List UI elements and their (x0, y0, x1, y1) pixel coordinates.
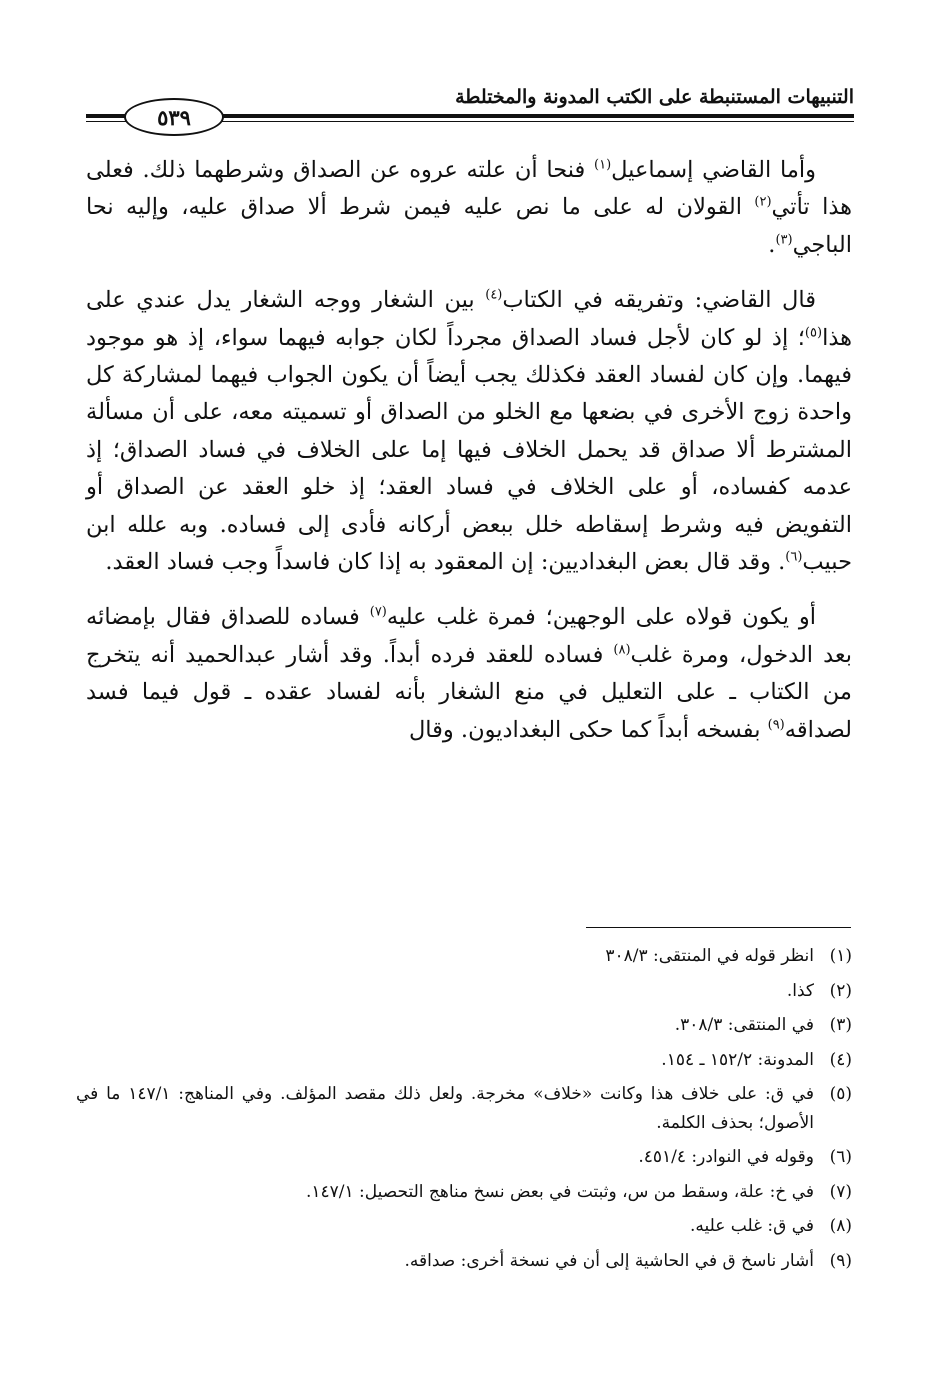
footnote-reference[interactable]: (٨) (613, 642, 631, 658)
footnote-reference[interactable]: (٤) (485, 287, 503, 303)
footnote-separator (586, 927, 851, 928)
footnote-text: في ق: غلب عليه. (689, 1216, 814, 1236)
footnote-text: المدونة: ١٥٢/٢ ـ ١٥٤. (661, 1049, 814, 1070)
paragraph-text: القولان له على ما نص عليه فيمن شرط ألا صداق عليه، وإليه نحا الباجي (86, 194, 852, 258)
paragraph (86, 282, 852, 581)
running-header (86, 78, 854, 128)
paragraph-text: ؛ إذ لو كان لأجل فساد الصداق مجرداً لكان جوابه فيهما سواء، إذ هو موجود فيهما. وإن كان لفساد العقد فكذلك يجب أيضاً أن يكون الجواب فيهما لمشاركة كل واحدة زوج الأخرى في بضعها مع الخلو من الصداق أو تسميته معه، على أن مسألة المشترط ألا صداق قد يحمل الخلاف فيها إما على الخلاف في فساد الصداق؛ إذ عدمه كفساده، أو على الخلاف في فساد العقد؛ إذ خلو العقد عن الصداق أو التفويض فيه وشرط إسقاطه خلل ببعض أركانه فأدى إلى فساده. وبه علله ابن حبيب (86, 324, 852, 576)
page-number: ٥٣٩ (157, 104, 191, 130)
footnote (76, 1143, 852, 1172)
paragraph (86, 599, 852, 749)
footnote-reference[interactable]: (٩) (767, 717, 785, 733)
paragraph-text: وأما القاضي إسماعيل (611, 157, 816, 183)
footnotes (76, 942, 852, 1281)
footnote-number: (٨) (829, 1216, 852, 1236)
footnote-text: في ق: على خلاف هذا وكانت «خلاف» مخرجة. ولعل ذلك مقصد المؤلف. وفي المناهج: ١٤٧/١ ما في الأصول؛ بحذف الكلمة. (76, 1084, 815, 1133)
footnote-number: (٩) (829, 1250, 852, 1271)
footnote-number: (١) (829, 946, 852, 966)
paragraph-text: قال القاضي: وتفريقه في الكتاب (502, 287, 816, 314)
paragraph-text: بين الشغار ووجه الشغار يدل عندي على هذا (86, 287, 852, 351)
footnote-reference[interactable]: (٥) (804, 325, 823, 341)
paragraph-text: فنحا أن علته عروه عن الصداق وشرطهما ذلك. فعلى هذا تأتي (86, 157, 852, 221)
footnote-reference[interactable]: (٢) (754, 194, 772, 210)
footnote-text: وقوله في النوادر: ٤٥١/٤. (638, 1147, 814, 1167)
footnote-text: في خ: علة، وسقط من س، وثبتت في بعض نسخ مناهج التحصيل: ١٤٧/١. (305, 1181, 814, 1202)
footnote-reference[interactable]: (٦) (785, 549, 803, 565)
footnote-reference[interactable]: (٣) (775, 232, 793, 248)
footnote-number: (٢) (829, 980, 852, 1001)
footnote-number: (٣) (829, 1015, 852, 1035)
paragraph-text: فساده للصداق فقال بإمضائه بعد الدخول، ومرة غلب (86, 604, 852, 668)
footnote (76, 1080, 852, 1137)
footnote (76, 942, 852, 971)
main-text (86, 152, 852, 767)
footnote (76, 977, 852, 1006)
footnote-number: (٤) (829, 1049, 852, 1070)
footnote-reference[interactable]: (١) (594, 157, 612, 173)
footnote-number: (٧) (829, 1181, 852, 1202)
paragraph-text: أو يكون قولاه على الوجهين؛ فمرة غلب عليه (386, 604, 816, 631)
paragraph (86, 152, 852, 264)
footnote (76, 1212, 852, 1241)
footnote-number: (٦) (829, 1147, 852, 1167)
paragraph-text: . وقد قال بعض البغداديين: إن المعقود به إذا كان فاسداً وجب فساد العقد. (105, 549, 786, 576)
footnote-number: (٥) (829, 1084, 852, 1104)
footnote (76, 1046, 852, 1075)
footnote (76, 1178, 852, 1207)
paragraph-text: فساده للعقد فرده أبداً. وقد أشار عبدالحميد أنه يتخرج من الكتاب ـ على التعليل في منع الشغار بأنه لفساد عقده ـ قول فيما فسد لصداقه (86, 641, 852, 743)
footnote-text: أشار ناسخ ق في الحاشية إلى أن في نسخة أخرى: صداقه. (404, 1250, 814, 1271)
footnote-text: انظر قوله في المنتقى: ٣٠٨/٣ (605, 946, 814, 966)
page-number-badge (124, 98, 224, 136)
footnote-text: كذا. (786, 980, 814, 1001)
paragraph-text: بفسخه أبداً كما حكى البغداديون. وقال (408, 716, 768, 743)
header-title: التنبيهات المستنبطة على الكتب المدونة والمختلطة (455, 86, 854, 108)
paragraph-text: . (768, 231, 776, 258)
footnote-text: في المنتقى: ٣٠٨/٣. (674, 1015, 814, 1035)
footnote (76, 1247, 852, 1276)
footnote-reference[interactable]: (٧) (369, 604, 387, 620)
footnote (76, 1011, 852, 1040)
